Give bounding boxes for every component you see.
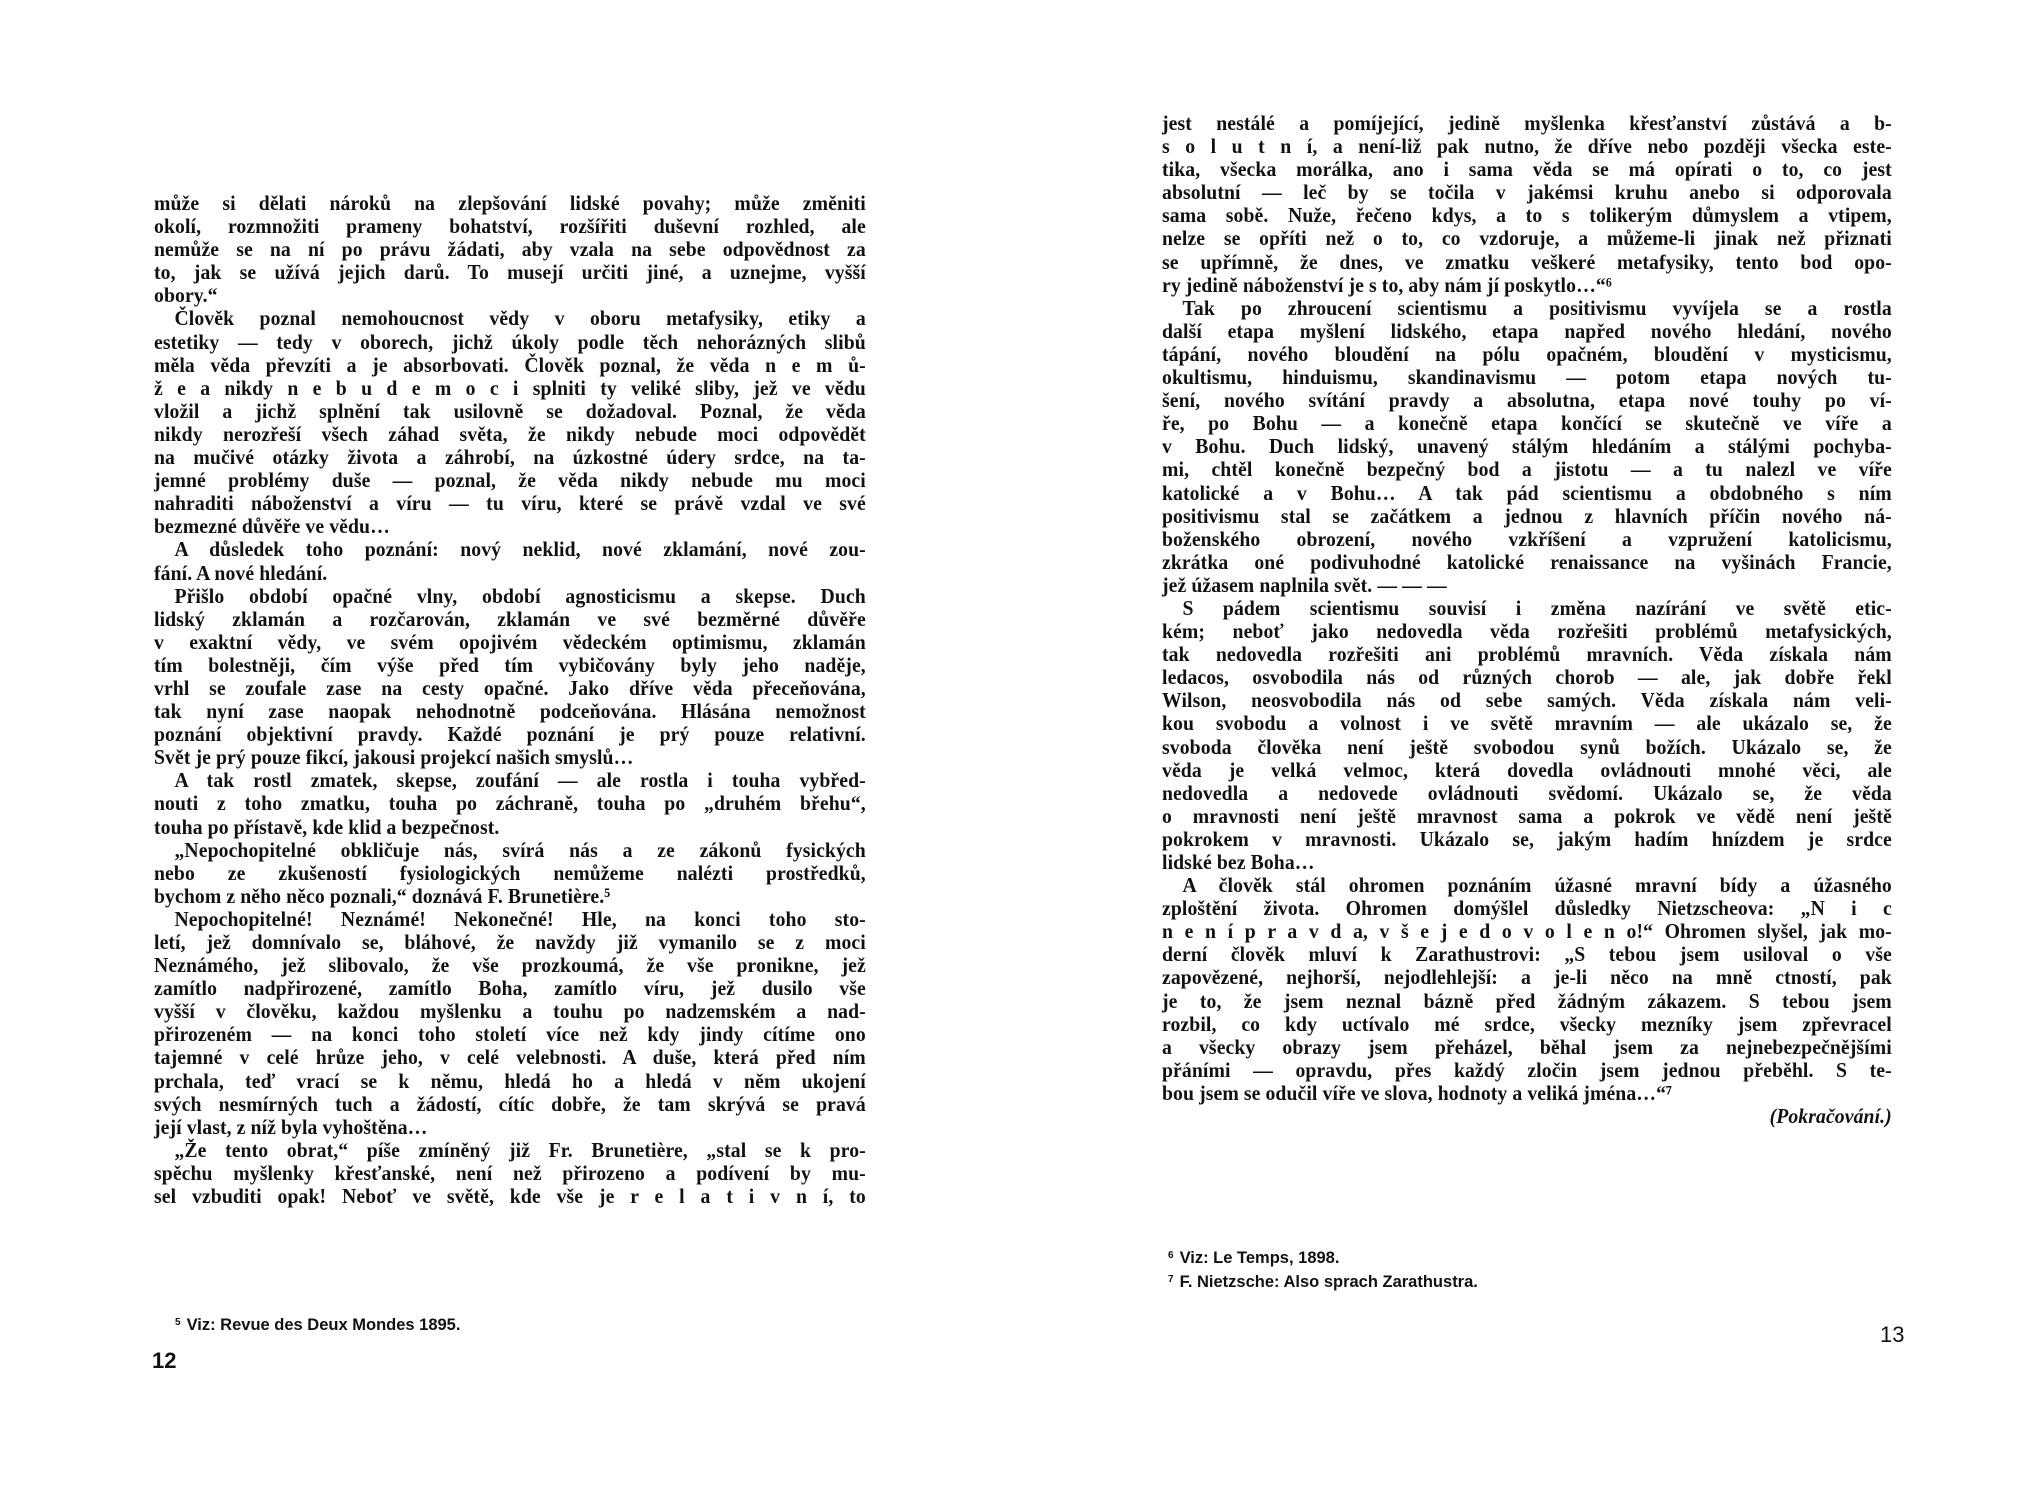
text-line: fání. A nové hledání. (154, 560, 328, 585)
text-line: Wilson, neosvobodila nás od sebe samých. Věda získala nám veli- (1162, 688, 1892, 713)
text-line: lidské bez Boha… (1162, 850, 1315, 874)
text-line: bychom z něho něco poznali,“ doznává F. Brunetière.⁵ (154, 883, 611, 908)
text-line: absolutní — leč by se točila v jakémsi kruhu anebo si odporovala (1162, 180, 1892, 205)
text-line: v Bohu. Duch lidský, unavený stálým hledáním a stálými pochyba- (1162, 434, 1892, 459)
text-line: jež úžasem naplnila svět. — — — (1162, 572, 1447, 597)
text-line: tak nyní zase naopak nehodnotně podceňována. Hlásána nemožnost (154, 699, 866, 724)
text-line: svých nesmírných tuch a žádostí, cítíc dobře, že tam skrývá se pravá (154, 1091, 866, 1116)
footnote-5 (175, 1312, 460, 1336)
text-line: „Nepochopitelné obkličuje nás, svírá nás a ze zákonů fysických (174, 837, 866, 862)
text-line: a všecky obrazy jsem přeházel, běhal jsem za nejnebezpečnějšími (1162, 1034, 1892, 1059)
text-line: zapovězené, nejhorší, nejodlehlejší: a je-li něco na mně ctností, pak (1162, 965, 1892, 990)
text-line: vrhl se zoufale zase na cesty opačné. Jako dříve věda přeceňována, (154, 675, 866, 700)
text-line: derní člověk mluví k Zarathustrovi: „S tebou jsem usiloval o vše (1162, 942, 1892, 967)
footnote-text: Viz: Le Temps, 1898. (1179, 1249, 1340, 1267)
text-line: tápání, nového bloudění na pólu opačném, bloudění v mysticismu, (1162, 341, 1892, 366)
text-line: bou jsem se odučil víře ve slova, hodnoty a veliká jména…“⁷ (1162, 1080, 1673, 1105)
text-line: může si dělati nároků na zlepšování lidské povahy; může změniti (154, 191, 866, 215)
text-line: katolické a v Bohu… A tak pád scientismu a obdobného s ním (1162, 480, 1892, 505)
text-line: Nepochopitelné! Neznámé! Nekonečné! Hle, na konci toho sto- (174, 906, 866, 931)
footnote-mark: 7 (1168, 1274, 1174, 1285)
page-number-left: 12 (152, 1348, 177, 1373)
text-line: je to, že jsem neznal bázně před žádným zákazem. S tebou jsem (1162, 988, 1892, 1013)
text-line: pokrokem v mravnosti. Ukázalo se, jakým hadím hnízdem je srdce (1162, 826, 1892, 851)
text-line: ře, po Bohu — a konečně etapa končící se skutečně ve víře a (1162, 411, 1892, 436)
text-line: další etapa myšlení lidského, etapa napřed nového hledání, nového (1162, 318, 1892, 343)
right-footnotes (1168, 1245, 1478, 1293)
text-line: A tak rostl zmatek, skepse, zoufání — ale rostla i touha vybřed- (174, 768, 866, 793)
text-line: tím bolestněji, čím výše před tím vybičovány byly jeho naděje, (154, 652, 866, 677)
text-line: okultismu, hinduismu, skandinavismu — potom etapa nových tu- (1162, 365, 1892, 390)
text-line: nebo ze zkušeností fysiologických nemůžeme nalézti prostředků, (154, 860, 866, 885)
footnote-7 (1168, 1269, 1478, 1293)
text-line: nelze se opříti než o to, co vzdoruje, a můžeme-li jinak než přiznati (1162, 226, 1892, 251)
text-line: jemné problémy duše — poznal, že věda nikdy nebude mu moci (154, 468, 866, 493)
text-line: ledacos, osvobodila nás od různých chorob — ale, jak dobře řekl (1162, 665, 1892, 690)
footnote-6 (1168, 1245, 1478, 1269)
text-line: zkrátka oné podivuhodné katolické renaissance na vyšinách Francie, (1162, 549, 1892, 574)
left-page (154, 192, 866, 1208)
text-line: nouti z toho zmatku, touha po záchraně, touha po „druhém břehu“, (154, 791, 866, 816)
text-line: estetiky — tedy v oborech, jichž úkoly podle těch nehorázných slibů (154, 329, 866, 354)
text-line: obory.“ (154, 283, 218, 308)
text-line: přirozeném — na konci toho století více než kdy jindy cítíme ono (154, 1022, 866, 1047)
text-line: letí, jež domnívalo se, bláhové, že navždy již vymanilo se z moci (154, 930, 866, 954)
text-line: sel vzbuditi opak! Neboť ve světě, kde vše je r e l a t i v n í, to (154, 1184, 866, 1209)
text-line: zploštění života. Ohromen domýšlel důsledky Nietzscheova: „N i c (1162, 896, 1892, 921)
text-line: měla věda převzíti a je absorbovati. Člověk poznal, že věda n e m ů- (154, 352, 866, 377)
text-line: nikdy nerozřeší všech záhad světa, že nikdy nebude moci odpovědět (154, 421, 866, 446)
text-line: mi, chtěl konečně bezpečný bod a jistotu — a tu nalezl ve víře (1162, 457, 1892, 482)
text-line: rozbil, co kdy uctívalo mé srdce, všecky mezníky jsem zpřevracel (1162, 1011, 1892, 1036)
text-line: s o l u t n í, a není-liž pak nutno, že dříve nebo později všecka este- (1162, 134, 1892, 159)
text-line: svoboda člověka není ještě svobodou synů božích. Ukázalo se, že (1162, 734, 1892, 759)
text-line: kém; neboť jako nedovedla věda rozřešiti problémů metafysických, (1162, 619, 1892, 644)
page-number-right: 13 (1880, 1322, 1905, 1347)
text-line: v exaktní vědy, ve svém opojivém vědeckém optimismu, zklamán (154, 629, 866, 654)
left-footnotes (175, 1312, 460, 1336)
text-line: na mučivé otázky života a záhrobí, na úzkostné údery srdce, na ta- (154, 445, 866, 470)
text-line: přáními — opravdu, přes každý zločin jsem jednou přeběhl. S te- (1162, 1057, 1892, 1082)
text-line: tak nedovedla rozřešiti ani problémů mravních. Věda získala nám (1162, 642, 1892, 667)
text-line: positivismu stal se začátkem a jednou z hlavních příčin nového ná- (1162, 503, 1892, 528)
text-line: Člověk poznal nemohoucnost vědy v oboru metafysiky, etiky a (174, 306, 866, 331)
text-line: A důsledek toho poznání: nový neklid, nové zklamání, nové zou- (174, 537, 866, 562)
text-line: jest nestálé a pomíjející, jedině myšlenka křesťanství zůstává a b- (1162, 111, 1892, 135)
footnote-mark: 6 (1168, 1250, 1174, 1261)
text-line: sama sobě. Nuže, řečeno kdys, a to s tolikerým důmyslem a vtipem, (1162, 203, 1892, 228)
text-line: nedovedla a nedovede ovládnouti svědomí. Ukázalo se, že věda (1162, 780, 1892, 805)
footnote-mark: 5 (175, 1317, 181, 1328)
text-line: tika, všecka morálka, ano i sama věda se má opírati o to, co jest (1162, 157, 1892, 182)
text-line: bezmezné důvěře ve vědu… (154, 514, 390, 539)
text-line: n e n í p r a v d a, v š e j e d o v o l e n o!“ Ohromen slyšel, jak mo- (1162, 919, 1892, 944)
text-line: šení, nového svítání pravdy a absolutna, etapa nové touhy po ví- (1162, 388, 1892, 413)
text-line: okolí, rozmnožiti prameny bohatství, rozšířiti duševní rozhled, ale (154, 214, 866, 239)
text-line: vložil a jichž splnění tak usilovně se dožadoval. Poznal, že věda (154, 398, 866, 423)
left-page-body (154, 192, 866, 1208)
text-line: nemůže se na ní po právu žádati, aby vzala na sebe odpovědnost za (154, 237, 866, 262)
text-line: lidský zklamán a rozčarován, zklamán ve své bezměrné důvěře (154, 606, 866, 631)
text-line: prchala, teď vrací se k němu, hledá ho a hledá v něm ukojení (154, 1068, 866, 1093)
footnote-text: F. Nietzsche: Also sprach Zarathustra. (1179, 1273, 1478, 1291)
text-line: Tak po zhroucení scientismu a positivismu vyvíjela se a rostla (1182, 295, 1892, 320)
text-line: Neznámého, jež slibovalo, že vše prozkoumá, že vše pronikne, jež (154, 953, 866, 978)
text-line: ry jedině náboženství je s to, aby nám jí poskytlo…“⁶ (1162, 272, 1612, 297)
text-line: její vlast, z níž byla vyhoštěna… (154, 1114, 428, 1139)
text-line: věda je velká velmoc, která dovedla ovládnouti mnohé věci, ale (1162, 757, 1892, 782)
text-line: boženského obrození, nového vzkříšení a vzpružení katolicismu, (1162, 526, 1892, 551)
text-line: „Že tento obrat,“ píše zmíněný již Fr. Brunetière, „stal se k pro- (174, 1137, 866, 1162)
text-line: to, jak se užívá jejich darů. To musejí určiti jiné, a uznejme, vyšší (154, 260, 866, 285)
right-page (1162, 112, 1892, 1128)
text-line: nahraditi náboženství a víru — tu víru, které se právě vzdal ve své (154, 491, 866, 516)
text-line: o mravnosti není ještě mravnost sama a pokrok ve vědě není ještě (1162, 803, 1892, 828)
text-line: ž e a nikdy n e b u d e m o c i splniti ty veliké sliby, jež ve vědu (154, 375, 866, 400)
text-line: S pádem scientismu souvisí i změna nazírání ve světě etic- (1182, 595, 1892, 620)
text-line: spěchu myšlenky křesťanské, není než přirozeno a podívení by mu- (154, 1160, 866, 1185)
text-line: kou svobodu a volnost i ve světě mravním — ale ukázalo se, že (1162, 711, 1892, 736)
text-line: Svět je prý pouze fikcí, jakousi projekcí našich smyslů… (154, 745, 634, 770)
text-line: vyšší v člověku, každou myšlenku a touhu po nadzemském a nad- (154, 999, 866, 1024)
text-line: se upřímně, že dnes, ve zmatku veškeré metafysiky, tento bod opo- (1162, 249, 1892, 274)
text-line: tajemné v celé hrůze jeho, v celé velebnosti. A duše, která před ním (154, 1045, 866, 1070)
text-line: A člověk stál ohromen poznáním úžasné mravní bídy a úžasného (1182, 873, 1892, 898)
footnote-text: Viz: Revue des Deux Mondes 1895. (186, 1316, 461, 1334)
text-line: poznání objektivní pravdy. Každé poznání je prý pouze relativní. (154, 722, 866, 747)
continuation-note: (Pokračování.) (1769, 1104, 1892, 1129)
text-line: Přišlo období opačné vlny, období agnosticismu a skepse. Duch (174, 583, 866, 608)
text-line: zamítlo nadpřirozené, zamítlo Boha, zamítlo víru, jež dusilo vše (154, 976, 866, 1001)
right-page-body (1162, 112, 1892, 1105)
text-line: touha po přístavě, kde klid a bezpečnost. (154, 814, 500, 839)
